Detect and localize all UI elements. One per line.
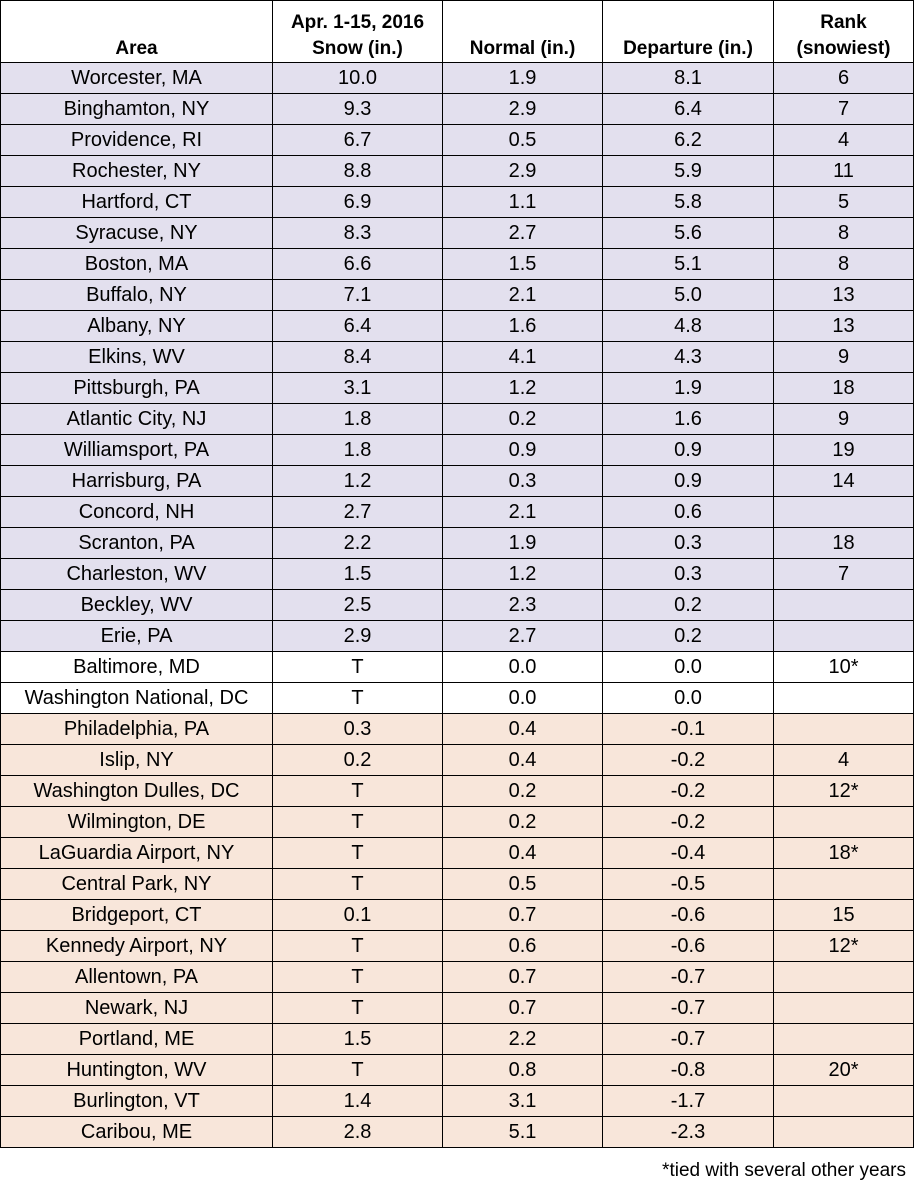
- cell-normal: 0.5: [443, 869, 603, 900]
- table-row: [1, 900, 914, 931]
- cell-area: Newark, NJ: [1, 993, 273, 1024]
- cell-rank: 5: [774, 187, 914, 218]
- cell-rank: 18: [774, 373, 914, 404]
- cell-snow: 2.5: [273, 590, 443, 621]
- cell-normal: 3.1: [443, 1086, 603, 1117]
- cell-area: Hartford, CT: [1, 187, 273, 218]
- cell-normal: 2.7: [443, 218, 603, 249]
- cell-departure: -2.3: [603, 1117, 774, 1148]
- cell-area: Burlington, VT: [1, 1086, 273, 1117]
- table-row: [1, 1117, 914, 1148]
- cell-normal: 0.0: [443, 683, 603, 714]
- cell-area: Caribou, ME: [1, 1117, 273, 1148]
- cell-snow: 10.0: [273, 63, 443, 94]
- cell-departure: -0.2: [603, 745, 774, 776]
- cell-area: Elkins, WV: [1, 342, 273, 373]
- cell-snow: T: [273, 683, 443, 714]
- cell-rank: [774, 621, 914, 652]
- cell-snow: 3.1: [273, 373, 443, 404]
- cell-normal: 1.2: [443, 559, 603, 590]
- cell-rank: [774, 497, 914, 528]
- cell-normal: 1.2: [443, 373, 603, 404]
- cell-normal: 0.4: [443, 714, 603, 745]
- cell-departure: -0.4: [603, 838, 774, 869]
- cell-rank: 8: [774, 249, 914, 280]
- cell-normal: 0.2: [443, 776, 603, 807]
- cell-snow: 1.2: [273, 466, 443, 497]
- cell-area: Binghamton, NY: [1, 94, 273, 125]
- cell-area: Beckley, WV: [1, 590, 273, 621]
- cell-area: Syracuse, NY: [1, 218, 273, 249]
- cell-departure: 5.9: [603, 156, 774, 187]
- header-rank-line1: Rank: [820, 12, 867, 33]
- table-row: [1, 187, 914, 218]
- cell-area: Allentown, PA: [1, 962, 273, 993]
- cell-snow: 1.8: [273, 404, 443, 435]
- cell-rank: 18*: [774, 838, 914, 869]
- cell-departure: -0.1: [603, 714, 774, 745]
- cell-rank: 4: [774, 745, 914, 776]
- table-row: [1, 590, 914, 621]
- cell-rank: [774, 993, 914, 1024]
- cell-departure: 0.6: [603, 497, 774, 528]
- cell-snow: T: [273, 838, 443, 869]
- table-row: [1, 1055, 914, 1086]
- cell-snow: T: [273, 652, 443, 683]
- cell-snow: T: [273, 993, 443, 1024]
- cell-snow: T: [273, 962, 443, 993]
- cell-snow: 6.6: [273, 249, 443, 280]
- cell-departure: 6.2: [603, 125, 774, 156]
- table-row: [1, 559, 914, 590]
- cell-rank: 8: [774, 218, 914, 249]
- cell-area: Erie, PA: [1, 621, 273, 652]
- cell-rank: [774, 869, 914, 900]
- cell-departure: -0.6: [603, 931, 774, 962]
- table-row: [1, 714, 914, 745]
- cell-rank: 13: [774, 280, 914, 311]
- cell-normal: 2.7: [443, 621, 603, 652]
- cell-snow: 1.8: [273, 435, 443, 466]
- cell-area: Kennedy Airport, NY: [1, 931, 273, 962]
- cell-rank: 19: [774, 435, 914, 466]
- cell-normal: 1.9: [443, 63, 603, 94]
- cell-area: Islip, NY: [1, 745, 273, 776]
- header-snow-line2: Snow (in.): [312, 38, 403, 59]
- cell-area: Wilmington, DE: [1, 807, 273, 838]
- cell-area: Boston, MA: [1, 249, 273, 280]
- table-row: [1, 931, 914, 962]
- cell-departure: 0.0: [603, 683, 774, 714]
- table-row: [1, 807, 914, 838]
- cell-snow: 0.2: [273, 745, 443, 776]
- header-departure: Departure (in.): [603, 1, 774, 63]
- cell-departure: 0.0: [603, 652, 774, 683]
- cell-snow: 0.3: [273, 714, 443, 745]
- table-row: [1, 373, 914, 404]
- cell-snow: T: [273, 776, 443, 807]
- cell-snow: 8.4: [273, 342, 443, 373]
- cell-departure: 4.8: [603, 311, 774, 342]
- cell-departure: -0.7: [603, 1024, 774, 1055]
- cell-area: Portland, ME: [1, 1024, 273, 1055]
- cell-snow: 6.9: [273, 187, 443, 218]
- cell-departure: 0.3: [603, 528, 774, 559]
- cell-departure: 1.9: [603, 373, 774, 404]
- cell-normal: 1.1: [443, 187, 603, 218]
- cell-snow: 2.2: [273, 528, 443, 559]
- header-rank: [774, 1, 914, 63]
- cell-departure: -0.5: [603, 869, 774, 900]
- cell-departure: 5.8: [603, 187, 774, 218]
- cell-rank: 7: [774, 94, 914, 125]
- cell-normal: 0.2: [443, 404, 603, 435]
- cell-rank: 9: [774, 342, 914, 373]
- cell-departure: 5.6: [603, 218, 774, 249]
- cell-snow: 8.3: [273, 218, 443, 249]
- table-row: [1, 435, 914, 466]
- table-row: [1, 776, 914, 807]
- cell-rank: 13: [774, 311, 914, 342]
- cell-normal: 0.4: [443, 838, 603, 869]
- header-normal: Normal (in.): [443, 1, 603, 63]
- cell-area: Concord, NH: [1, 497, 273, 528]
- cell-area: Williamsport, PA: [1, 435, 273, 466]
- cell-normal: 1.9: [443, 528, 603, 559]
- header-row: [1, 1, 914, 63]
- cell-area: LaGuardia Airport, NY: [1, 838, 273, 869]
- cell-rank: [774, 1024, 914, 1055]
- cell-departure: -0.6: [603, 900, 774, 931]
- cell-normal: 4.1: [443, 342, 603, 373]
- cell-area: Charleston, WV: [1, 559, 273, 590]
- cell-departure: 5.1: [603, 249, 774, 280]
- table-row: [1, 745, 914, 776]
- cell-rank: [774, 1117, 914, 1148]
- header-area: Area: [1, 1, 273, 63]
- cell-area: Central Park, NY: [1, 869, 273, 900]
- cell-snow: 6.7: [273, 125, 443, 156]
- cell-area: Harrisburg, PA: [1, 466, 273, 497]
- cell-rank: 6: [774, 63, 914, 94]
- cell-snow: T: [273, 1055, 443, 1086]
- cell-normal: 0.7: [443, 993, 603, 1024]
- cell-normal: 0.7: [443, 962, 603, 993]
- cell-area: Philadelphia, PA: [1, 714, 273, 745]
- cell-area: Buffalo, NY: [1, 280, 273, 311]
- cell-departure: -0.7: [603, 962, 774, 993]
- cell-snow: 7.1: [273, 280, 443, 311]
- cell-normal: 0.9: [443, 435, 603, 466]
- cell-area: Baltimore, MD: [1, 652, 273, 683]
- table-row: [1, 621, 914, 652]
- cell-area: Huntington, WV: [1, 1055, 273, 1086]
- cell-area: Washington Dulles, DC: [1, 776, 273, 807]
- cell-rank: 12*: [774, 776, 914, 807]
- cell-rank: 14: [774, 466, 914, 497]
- cell-area: Pittsburgh, PA: [1, 373, 273, 404]
- cell-normal: 5.1: [443, 1117, 603, 1148]
- table-body: [1, 63, 914, 1148]
- table-row: [1, 156, 914, 187]
- cell-area: Washington National, DC: [1, 683, 273, 714]
- table-row: [1, 1024, 914, 1055]
- cell-area: Worcester, MA: [1, 63, 273, 94]
- cell-rank: 11: [774, 156, 914, 187]
- cell-departure: 4.3: [603, 342, 774, 373]
- cell-rank: [774, 714, 914, 745]
- table-row: [1, 869, 914, 900]
- table-row: [1, 962, 914, 993]
- cell-snow: 2.8: [273, 1117, 443, 1148]
- cell-area: Bridgeport, CT: [1, 900, 273, 931]
- cell-departure: -0.2: [603, 807, 774, 838]
- cell-rank: 7: [774, 559, 914, 590]
- cell-snow: 2.9: [273, 621, 443, 652]
- table-row: [1, 652, 914, 683]
- cell-rank: [774, 962, 914, 993]
- table-row: [1, 249, 914, 280]
- cell-normal: 2.9: [443, 94, 603, 125]
- table-row: [1, 683, 914, 714]
- cell-departure: 8.1: [603, 63, 774, 94]
- cell-normal: 2.1: [443, 280, 603, 311]
- cell-area: Albany, NY: [1, 311, 273, 342]
- cell-departure: -0.7: [603, 993, 774, 1024]
- footnote: *tied with several other years: [662, 1160, 906, 1181]
- cell-normal: 2.3: [443, 590, 603, 621]
- cell-snow: 9.3: [273, 94, 443, 125]
- cell-departure: 6.4: [603, 94, 774, 125]
- cell-departure: 0.2: [603, 590, 774, 621]
- cell-snow: 1.5: [273, 1024, 443, 1055]
- table-row: [1, 125, 914, 156]
- table-row: [1, 218, 914, 249]
- cell-rank: 4: [774, 125, 914, 156]
- table-row: [1, 342, 914, 373]
- table-row: [1, 63, 914, 94]
- cell-area: Providence, RI: [1, 125, 273, 156]
- cell-normal: 2.2: [443, 1024, 603, 1055]
- cell-normal: 0.2: [443, 807, 603, 838]
- cell-rank: [774, 590, 914, 621]
- cell-departure: 0.3: [603, 559, 774, 590]
- cell-normal: 0.5: [443, 125, 603, 156]
- table-row: [1, 993, 914, 1024]
- table-row: [1, 1086, 914, 1117]
- table-row: [1, 528, 914, 559]
- cell-departure: -0.2: [603, 776, 774, 807]
- cell-snow: T: [273, 869, 443, 900]
- cell-rank: 20*: [774, 1055, 914, 1086]
- table-row: [1, 94, 914, 125]
- cell-normal: 0.4: [443, 745, 603, 776]
- cell-snow: 1.4: [273, 1086, 443, 1117]
- cell-snow: T: [273, 807, 443, 838]
- table-row: [1, 838, 914, 869]
- cell-departure: 1.6: [603, 404, 774, 435]
- cell-rank: 18: [774, 528, 914, 559]
- cell-snow: T: [273, 931, 443, 962]
- cell-departure: -1.7: [603, 1086, 774, 1117]
- cell-snow: 1.5: [273, 559, 443, 590]
- cell-rank: 10*: [774, 652, 914, 683]
- cell-departure: 0.9: [603, 435, 774, 466]
- cell-rank: 12*: [774, 931, 914, 962]
- cell-normal: 0.8: [443, 1055, 603, 1086]
- table-row: [1, 497, 914, 528]
- cell-rank: [774, 683, 914, 714]
- cell-snow: 6.4: [273, 311, 443, 342]
- cell-snow: 0.1: [273, 900, 443, 931]
- cell-departure: -0.8: [603, 1055, 774, 1086]
- cell-normal: 0.7: [443, 900, 603, 931]
- table-row: [1, 404, 914, 435]
- cell-rank: 9: [774, 404, 914, 435]
- cell-normal: 0.3: [443, 466, 603, 497]
- cell-departure: 5.0: [603, 280, 774, 311]
- cell-normal: 1.5: [443, 249, 603, 280]
- cell-area: Scranton, PA: [1, 528, 273, 559]
- header-snow-line1: Apr. 1-15, 2016: [290, 12, 425, 33]
- table-row: [1, 280, 914, 311]
- cell-rank: [774, 1086, 914, 1117]
- cell-departure: 0.9: [603, 466, 774, 497]
- cell-snow: 2.7: [273, 497, 443, 528]
- cell-normal: 0.0: [443, 652, 603, 683]
- cell-area: Rochester, NY: [1, 156, 273, 187]
- cell-normal: 2.9: [443, 156, 603, 187]
- header-rank-line2: (snowiest): [796, 38, 891, 59]
- cell-normal: 2.1: [443, 497, 603, 528]
- header-snow: [273, 1, 443, 63]
- cell-snow: 8.8: [273, 156, 443, 187]
- cell-departure: 0.2: [603, 621, 774, 652]
- cell-rank: 15: [774, 900, 914, 931]
- table-row: [1, 311, 914, 342]
- table-row: [1, 466, 914, 497]
- cell-normal: 0.6: [443, 931, 603, 962]
- cell-normal: 1.6: [443, 311, 603, 342]
- cell-area: Atlantic City, NJ: [1, 404, 273, 435]
- cell-rank: [774, 807, 914, 838]
